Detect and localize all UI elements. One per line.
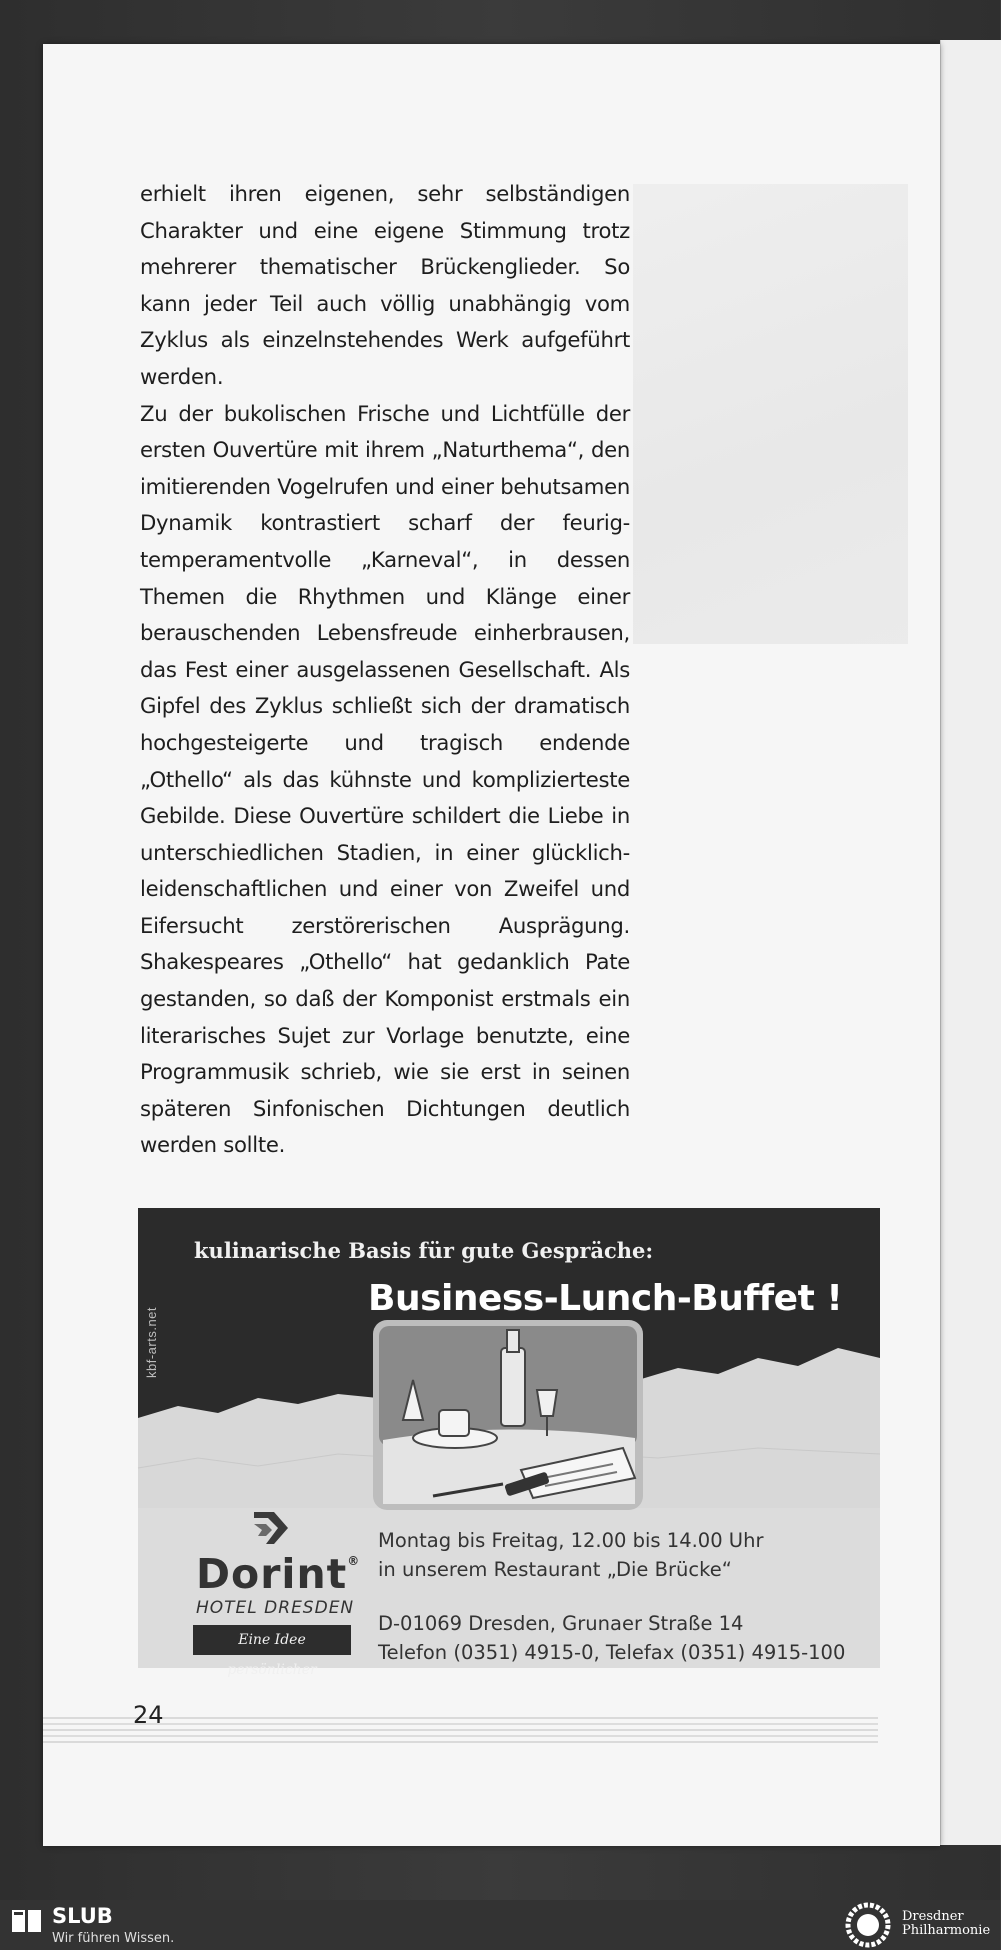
table-sketch-illustration [373,1320,643,1510]
paragraph-2: Zu der bukolischen Frische und Lichtfülle der ersten Ouvertüre mit ihrem „Naturthema“, den imitierenden Vogelrufen und einer behutsamen Dynamik kontrastiert scharf der feurig-temperamentvolle „Karneval“, in dessen Themen die Rhythmen und Klänge einer berauschenden Lebensfreude einherbrausen, das Fest einer ausgelassenen Gesellschaft. Als Gipfel des Zyklus schließt sich der dramatisch hochgesteigerte und tragisch endende „Othello“ als das kühnste und komplizierteste Gebilde. Diese Ouvertüre schildert die Liebe in unterschiedlichen Stadien, in einer glücklich-leidenschaftlichen und einer von Zweifel und Eifersucht zerstörerischen Ausprägung. Shakespeares „Othello“ hat gedanklich Pate gestanden, so daß der Komponist erstmals ein literarisches Sujet zur Vorlage benutzte, eine Programmusik schrieb, wie sie erst in seinen späteren Sinfonischen Dichtungen deutlich werden sollte. [140,400,630,1158]
dorint-arrow-icon [248,1510,292,1550]
viewer-footer [0,1900,1000,1950]
registered-mark: ® [347,1554,361,1568]
decorative-rule-lines [43,1714,878,1774]
page-number: 24 [133,1701,164,1729]
dorint-name: Dorint [196,1550,348,1598]
ad-contact-info [378,1526,845,1667]
ad-headline: Business-Lunch-Buffet ! [368,1278,843,1319]
dorint-slogan: Eine Idee persönlicher [193,1625,351,1655]
philharmonie-name [902,1910,990,1938]
dorint-wordmark [196,1550,360,1598]
ad-restaurant: in unserem Restaurant „Die Brücke“ [378,1558,732,1581]
ad-agency-credit: kbf-arts.net [144,1306,159,1378]
adjacent-page-edge [940,40,1001,1845]
article-body [140,176,630,1164]
ad-address: D-01069 Dresden, Grunaer Straße 14 [378,1612,744,1635]
program-page [43,44,940,1846]
slub-book-icon [12,1908,44,1936]
ad-hours: Montag bis Freitag, 12.00 bis 14.00 Uhr [378,1529,764,1552]
dorint-logo [190,1510,370,1678]
ad-tagline: kulinarische Basis für gute Gespräche: [194,1238,654,1263]
dorint-subtitle: HOTEL DRESDEN [196,1598,355,1618]
philharmonie-emblem-icon [840,1902,896,1948]
philharmonie-line-1: Dresdner [902,1909,964,1924]
hotel-advertisement [138,1208,880,1678]
philharmonie-line-2: Philharmonie [902,1923,991,1938]
slub-tagline: Wir führen Wissen. [52,1931,175,1946]
ad-phone: Telefon (0351) 4915-0, Telefax (0351) 4915-100 [378,1641,846,1664]
slub-name: SLUB [52,1904,113,1928]
paragraph-1: erhielt ihren eigenen, sehr selbständigen Charakter und eine eigene Stimmung trotz mehrerer thematischer Brückenglieder. So kann jeder Teil auch völlig unabhängig vom Zyklus als einzelnstehendes Werk aufgeführt werden. [140,181,630,389]
show-through-photo [633,184,908,644]
